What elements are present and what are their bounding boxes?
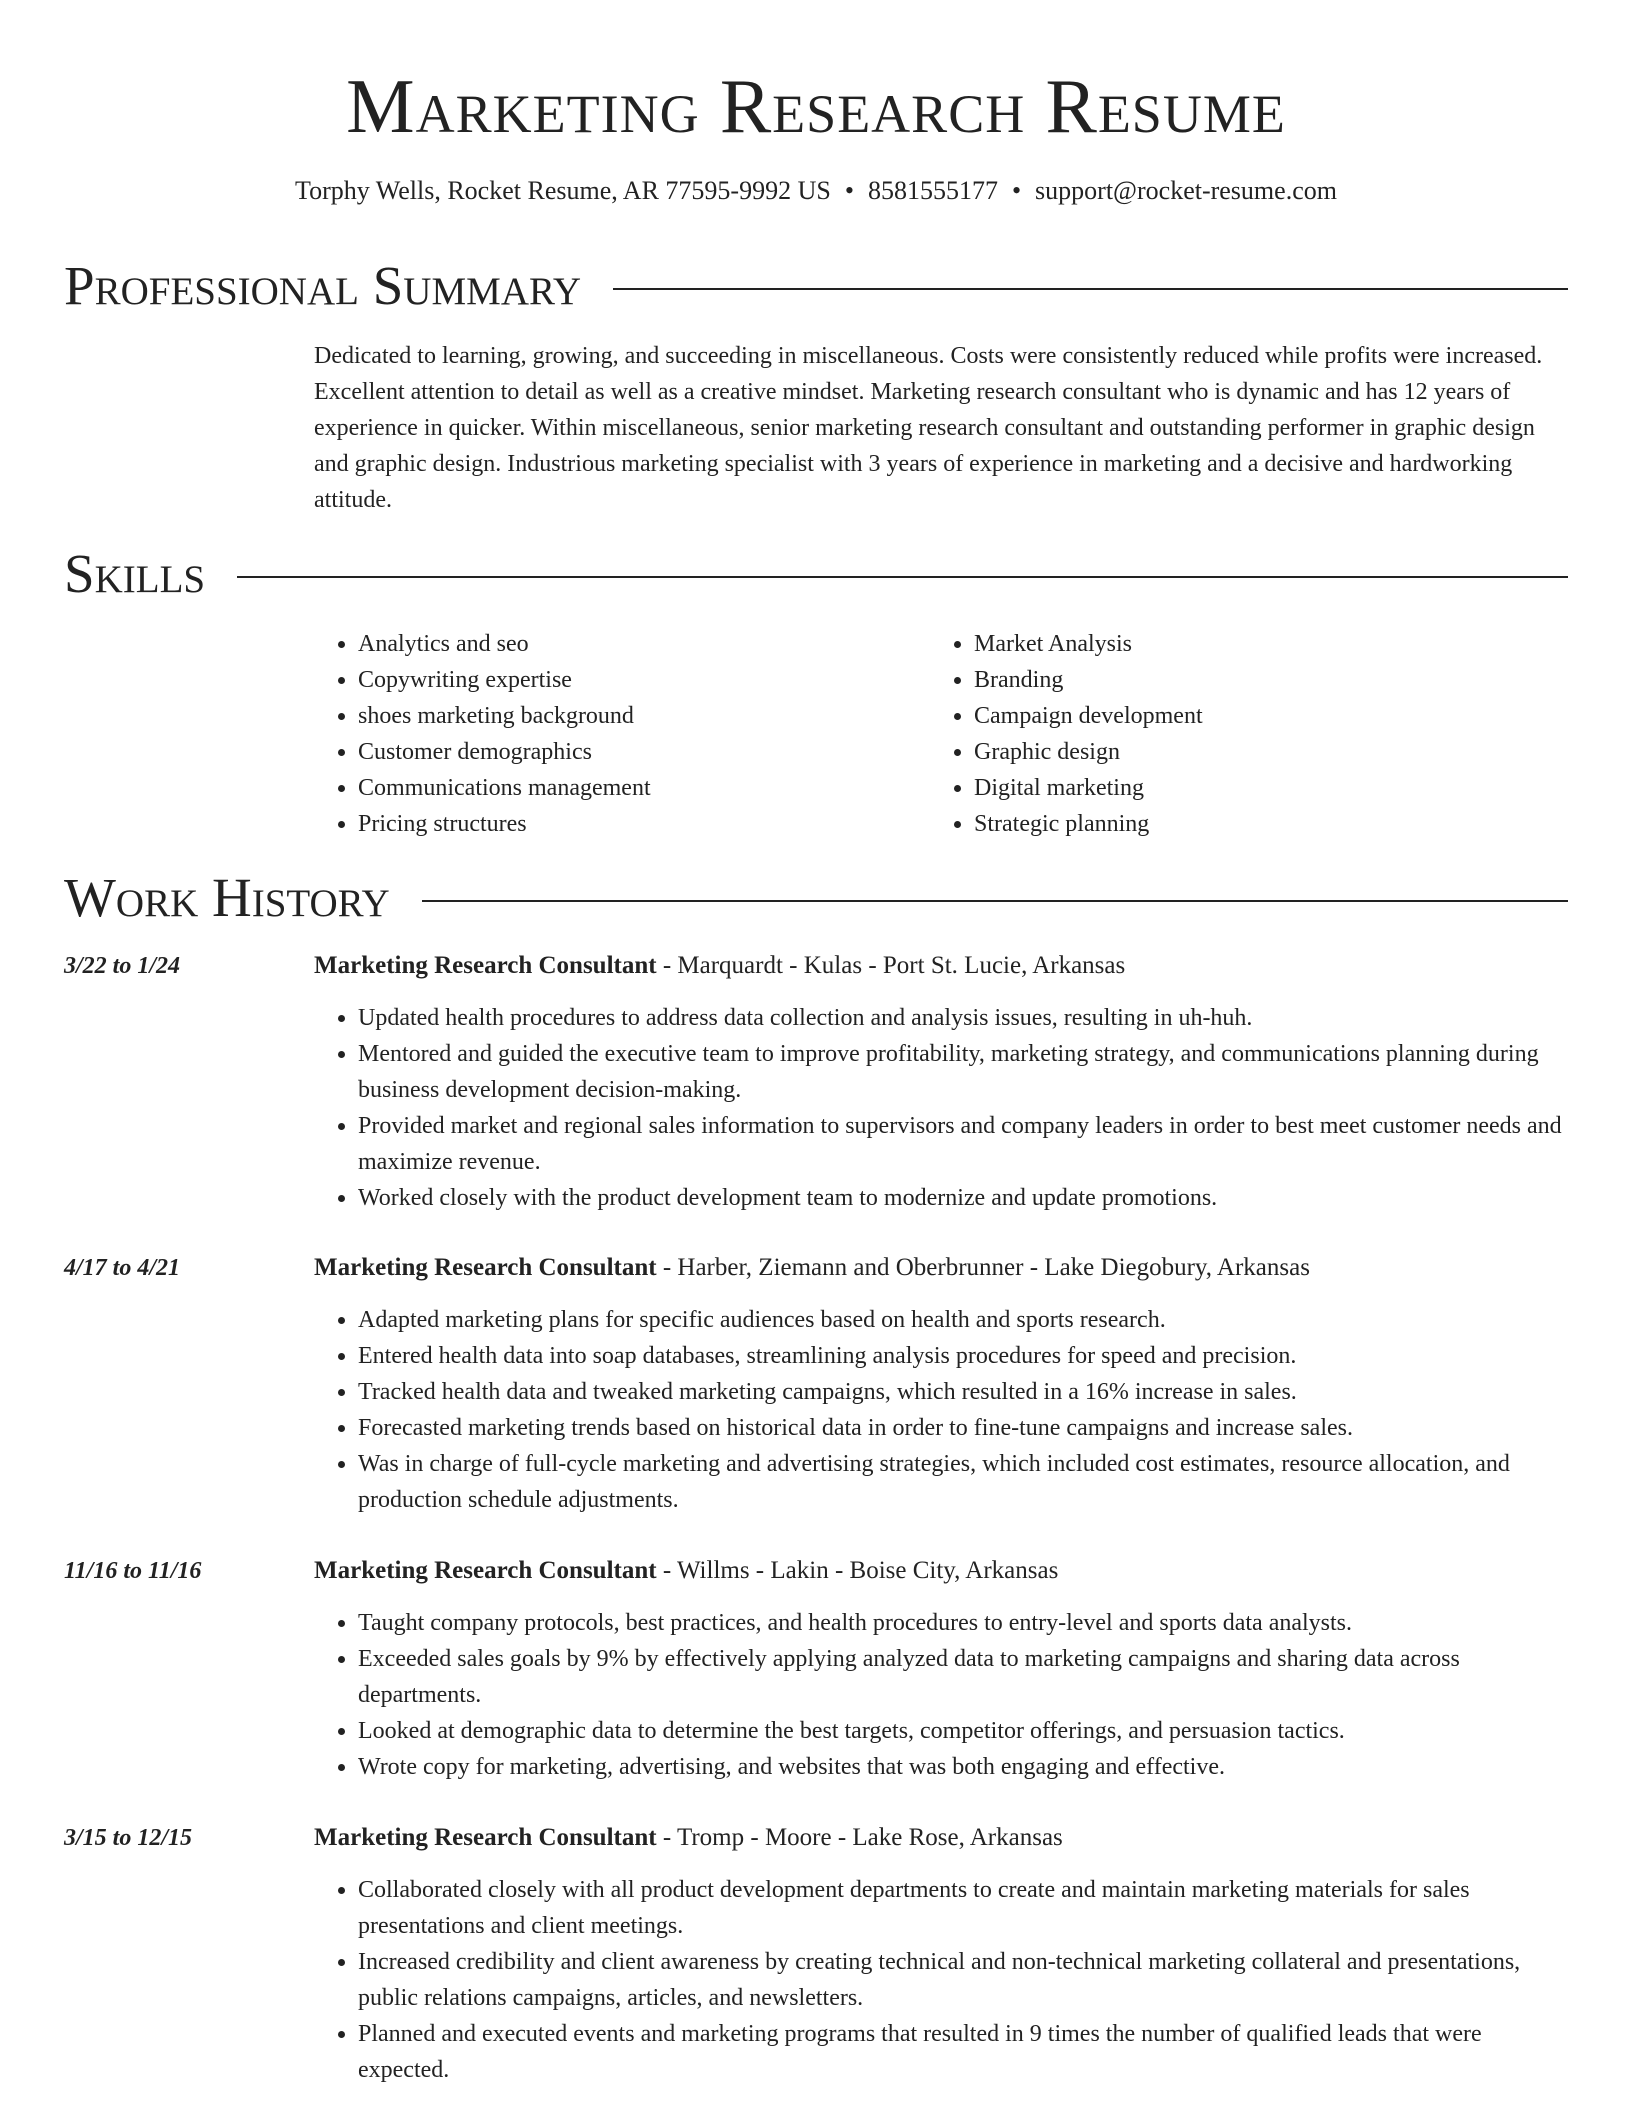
skills-section-header <box>64 540 1568 608</box>
skills-column-right <box>930 626 1546 842</box>
job-bullet-list <box>314 1000 1574 1216</box>
skills-column-left <box>314 626 930 842</box>
skills-section-title: Skills <box>64 543 206 604</box>
job-role: Marketing Research Consultant <box>314 1824 657 1851</box>
job-bullet-list <box>314 1302 1574 1518</box>
skill-item: • Digital marketing <box>974 770 1546 806</box>
skill-item: • Strategic planning <box>974 806 1546 842</box>
resume-title: Marketing Research Resume <box>346 63 1286 149</box>
job-dates: 3/15 to 12/15 <box>64 1825 193 1851</box>
job-bullet: • Provided market and regional sales information to supervisors and company leaders in order to best meet customer needs and maximize revenue. <box>358 1108 1574 1180</box>
job-employer: - Tromp - Moore - Lake Rose, Arkansas <box>656 1824 1063 1851</box>
job-bullet: • Adapted marketing plans for specific audiences based on health and sports research. <box>358 1302 1574 1338</box>
contact-line <box>0 174 1632 208</box>
summary-section-title: Professional Summary <box>64 255 582 316</box>
job-employer: - Harber, Ziemann and Oberbrunner - Lake Diegobury, Arkansas <box>656 1254 1310 1281</box>
job-heading <box>314 1553 1058 1589</box>
section-divider <box>613 288 1568 290</box>
job-heading <box>314 1820 1063 1856</box>
job-role: Marketing Research Consultant <box>314 952 657 979</box>
skill-item: • Campaign development <box>974 698 1546 734</box>
job-dates: 4/17 to 4/21 <box>64 1255 181 1281</box>
job-bullet: • Increased credibility and client awareness by creating technical and non-technical marketing collateral and presentations, public relations campaigns, articles, and newsletters. <box>358 1944 1574 2016</box>
job-heading <box>314 948 1125 984</box>
skill-item: • Communications management <box>358 770 930 806</box>
job-bullet: • Was in charge of full-cycle marketing and advertising strategies, which included cost estimates, resource allocation, and production schedule adjustments. <box>358 1446 1574 1518</box>
job-employer: - Willms - Lakin - Boise City, Arkansas <box>656 1557 1059 1584</box>
skill-item: • shoes marketing background <box>358 698 930 734</box>
skill-item: • Copywriting expertise <box>358 662 930 698</box>
job-bullet: • Planned and executed events and marketing programs that resulted in 9 times the number of qualified leads that were expected. <box>358 2016 1574 2088</box>
skills-list <box>314 626 1574 842</box>
job-bullet: • Updated health procedures to address data collection and analysis issues, resulting in uh-huh. <box>358 1000 1574 1036</box>
work-section-title: Work History <box>64 867 390 928</box>
skill-item: • Customer demographics <box>358 734 930 770</box>
job-role: Marketing Research Consultant <box>314 1557 657 1584</box>
job-role: Marketing Research Consultant <box>314 1254 657 1281</box>
job-bullet: • Mentored and guided the executive team to improve profitability, marketing strategy, and communications planning during business development decision-making. <box>358 1036 1574 1108</box>
skill-item: • Analytics and seo <box>358 626 930 662</box>
job-heading <box>314 1250 1310 1286</box>
summary-text: Dedicated to learning, growing, and succeeding in miscellaneous. Costs were consistently reduced while profits were increased. Excellent attention to detail as well as a creative mindset. Marketing research consultant who is dynamic and has 12 years of experience in quicker. Within miscellaneous, senior marketing research consultant and outstanding performer in graphic design and graphic design. Industrious marketing specialist with 3 years of experience in marketing and a decisive and hardworking attitude. <box>314 343 1543 513</box>
job-bullet: • Collaborated closely with all product development departments to create and maintain marketing materials for sales presentations and client meetings. <box>358 1872 1574 1944</box>
section-divider <box>237 576 1568 578</box>
skill-item: • Graphic design <box>974 734 1546 770</box>
job-bullet-list <box>314 1605 1574 1785</box>
skill-item: • Market Analysis <box>974 626 1546 662</box>
contact-phone: 8581555177 <box>867 176 998 205</box>
job-dates: 3/22 to 1/24 <box>64 953 181 979</box>
work-section-header <box>64 864 1568 932</box>
skill-item: • Pricing structures <box>358 806 930 842</box>
job-bullet: • Taught company protocols, best practices, and health procedures to entry-level and sports data analysts. <box>358 1605 1574 1641</box>
job-bullet: • Forecasted marketing trends based on historical data in order to fine-tune campaigns and increase sales. <box>358 1410 1574 1446</box>
job-employer: - Marquardt - Kulas - Port St. Lucie, Arkansas <box>656 952 1126 979</box>
summary-section-header <box>64 252 1568 320</box>
job-bullet: • Wrote copy for marketing, advertising, and websites that was both engaging and effective. <box>358 1749 1574 1785</box>
section-divider <box>422 900 1568 902</box>
job-bullet: • Tracked health data and tweaked marketing campaigns, which resulted in a 16% increase in sales. <box>358 1374 1574 1410</box>
contact-separator: • <box>1011 176 1022 205</box>
job-dates: 11/16 to 11/16 <box>64 1558 202 1584</box>
job-bullet-list <box>314 1872 1574 2088</box>
job-bullet: • Looked at demographic data to determine the best targets, competitor offerings, and persuasion tactics. <box>358 1713 1574 1749</box>
skill-item: • Branding <box>974 662 1546 698</box>
contact-email: support@rocket-resume.com <box>1035 176 1337 205</box>
contact-separator: • <box>844 176 854 205</box>
job-bullet: • Worked closely with the product development team to modernize and update promotions. <box>358 1180 1574 1216</box>
job-bullet: • Entered health data into soap databases, streamlining analysis procedures for speed and precision. <box>358 1338 1574 1374</box>
job-bullet: • Exceeded sales goals by 9% by effectively applying analyzed data to marketing campaigns and sharing data across departments. <box>358 1641 1574 1713</box>
contact-address: Torphy Wells, Rocket Resume, AR 77595-9992 US <box>295 176 831 205</box>
